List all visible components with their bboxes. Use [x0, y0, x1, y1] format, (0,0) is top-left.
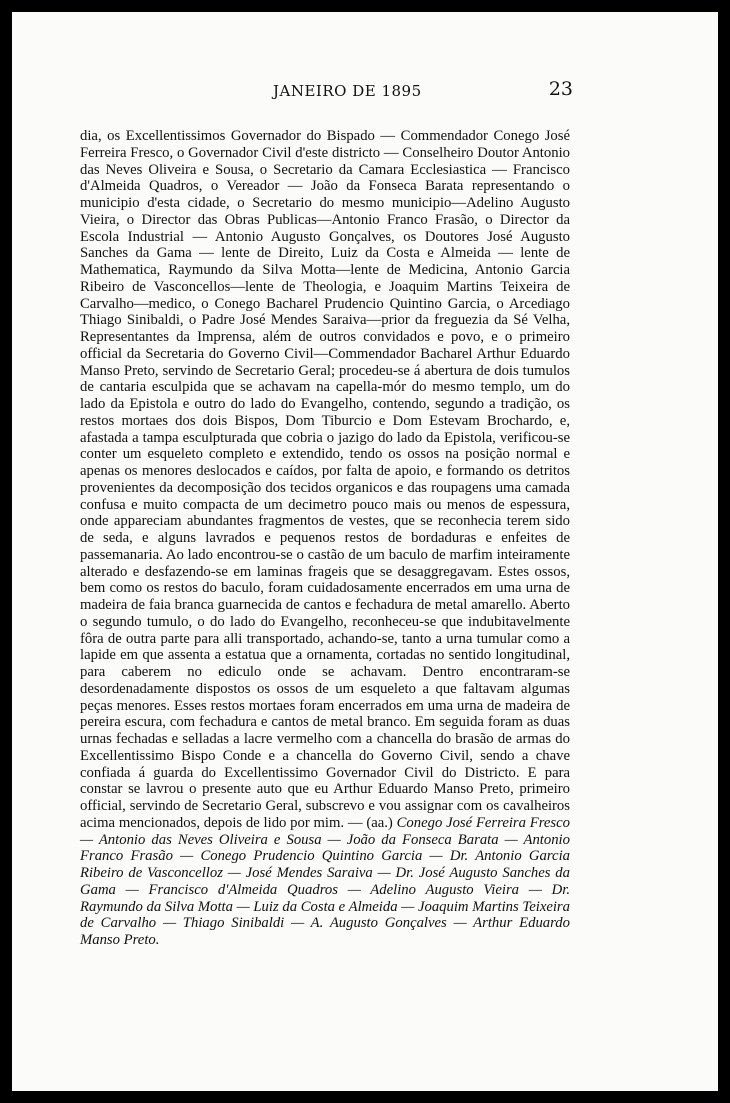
- page-header-title: JANEIRO DE 1895: [273, 82, 422, 100]
- signatures-text: Conego José Ferreira Fresco — Antonio das Neves Oliveira e Sousa — João da Fonseca Barata — Antonio Franco Frasão — Conego Prudencio Quintino Garcia — Dr. Antonio Garcia Ribeiro de Vasconcelloz — José Mendes Saraiva — Dr. José Augusto Sanches da Gama — Francisco d'Almeida Quadros — Adelino Augusto Vieira — Dr. Raymundo da Silva Motta — Luiz da Costa e Almeida — Joaquim Martins Teixeira de Carvalho — Thiago Sinibaldi — A. Augusto Gonçalves — Arthur Eduardo Manso Preto.: [80, 814, 570, 948]
- main-text: dia, os Excellentissimos Governador do Bispado — Commendador Conego José Ferreira Fresco, o Governador Civil d'este districto — Conselheiro Doutor Antonio das Neves Oliveira e Sousa, o Secretario da Camara Ecclesiastica — Francisco d'Almeida Quadros, o Vereador — João da Fonseca Barata representando o municipio d'esta cidade, o Secretario do mesmo municipio—Adelino Augusto Vieira, o Director das Obras Publicas—Antonio Franco Frasão, o Director da Escola Industrial — Antonio Augusto Gonçalves, os Doutores José Augusto Sanches da Gama — lente de Direito, Luiz da Costa e Almeida — lente de Mathematica, Raymundo da Silva Motta—lente de Medicina, Antonio Garcia Ribeiro de Vasconcellos—lente de Theologia, e Joaquim Martins Teixeira de Carvalho—medico, o Conego Bacharel Prudencio Quintino Garcia, o Arcediago Thiago Sinibaldi, o Padre José Mendes Saraiva—prior da freguezia da Sé Velha, Representantes da Imprensa, além de outros convidados e povo, e o primeiro official da Secretaria do Governo Civil—Commendador Bacharel Arthur Eduardo Manso Preto, servindo de Secretario Geral; procedeu-se á abertura de dois tumulos de cantaria esculpida que se achavam na capella-mór do mesmo templo, um do lado da Epistola e outro do lado do Evangelho, contendo, segundo a tradição, os restos mortaes dos dois Bispos, Dom Tiburcio e Dom Estevam Brochardo, e, afastada a tampa esculpturada que cobria o jazigo do lado da Epistola, verificou-se conter um esqueleto completo e extendido, tendo os ossos na posição normal e apenas os menores deslocados e caídos, por falta de apoio, e formando os detritos provenientes da decomposição dos tecidos organicos e das roupagens uma camada confusa e muito compacta de um decimetro pouco mais ou menos de espessura, onde appareciam abundantes fragmentos de vestes, que se reconhecia terem sido de seda, e alguns lavrados e pequenos restos de bordaduras e enfeites de passemanaria. Ao lado encontrou-se o castão de um baculo de marfim inteiramente alterado e desfazendo-se em laminas frageis que se desaggregavam. Estes ossos, bem como os restos do baculo, foram cuidadosamente encerrados em uma urna de madeira de faia branca guarnecida de cantos e fechadura de metal amarello. Aberto o segundo tumulo, o do lado do Evangelho, reconheceu-se que indubitavelmente fôra de outra parte para alli transportado, achando-se, tanto a urna tumular como a lapide em que assenta a estatua que a ornamenta, cortadas no sentido longitudinal, para caberem no ediculo onde se achavam. Dentro encontraram-se desordenadamente dispostos os ossos de um esqueleto a que faltavam algumas peças menores. Esses restos mortaes foram encerrados em uma urna de madeira de pereira escura, com fechadura e cantos de metal branco. Em seguida foram as duas urnas fechadas e selladas a lacre vermelho com a chancella do brasão de armas do Excellentissimo Bispo Conde e a chancella do Governo Civil, sendo a chave confiada á guarda do Excellentissimo Governador Civil do Districto. E para constar se lavrou o presente auto que eu Arthur Eduardo Manso Preto, primeiro official, servindo de Secretario Geral, subscrevo e vou assignar com os cavalheiros acima mencionados, depois de lido por mim. — (aa.): [80, 128, 570, 831]
- running-head: [73, 78, 573, 108]
- body-text: [80, 128, 570, 949]
- page-number: 23: [548, 78, 573, 100]
- paragraph: [80, 128, 570, 949]
